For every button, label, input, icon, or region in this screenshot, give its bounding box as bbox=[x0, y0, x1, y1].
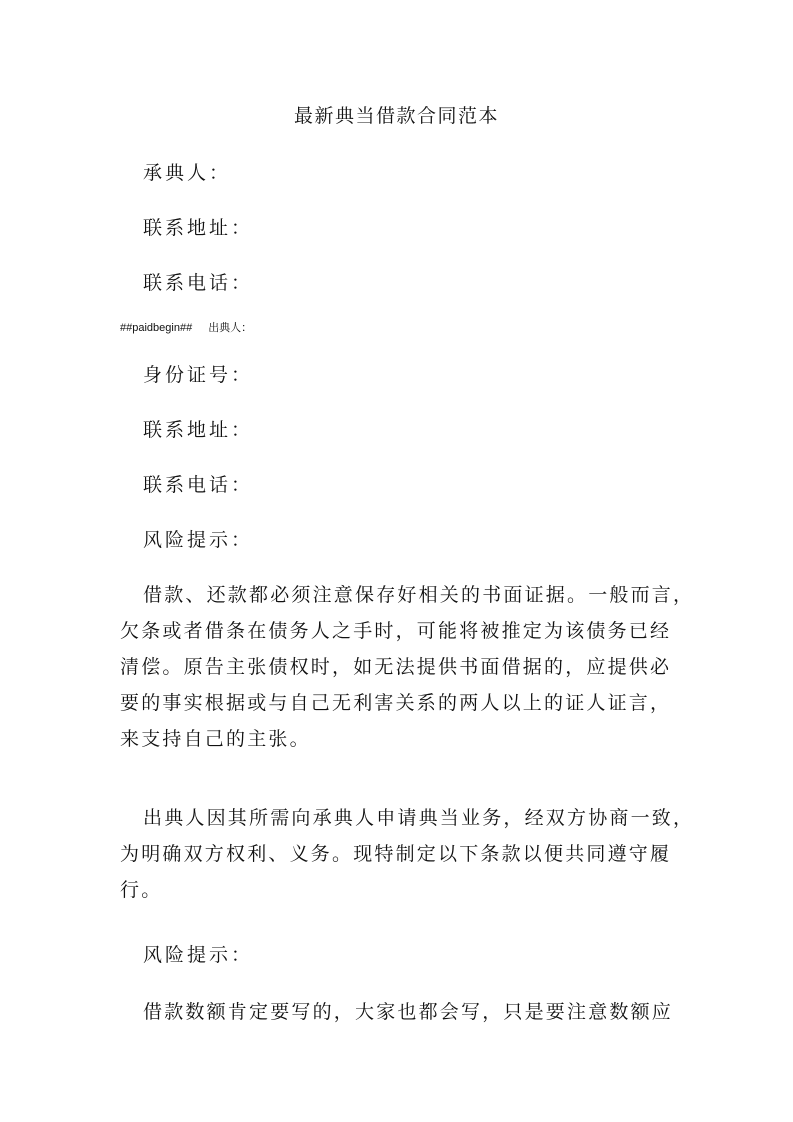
risk-heading-1: 风险提示： bbox=[143, 529, 254, 551]
paragraph-line: 借款数额肯定要写的，大家也都会写，只是要注意数额应 bbox=[143, 1001, 674, 1023]
paragraph-line: 借款、还款都必须注意保存好相关的书面证据。一般而言， bbox=[143, 584, 695, 606]
marker-line bbox=[120, 320, 252, 336]
paid-begin-marker: ##paidbegin## bbox=[120, 322, 193, 334]
pledger-label: 出典人： bbox=[208, 322, 253, 334]
pledger-address-label: 联系地址： bbox=[143, 419, 254, 441]
paragraph-agreement bbox=[120, 800, 695, 908]
paragraph-line: 为明确双方权利、义务。现特制定以下条款以便共同遵守履 bbox=[120, 843, 672, 865]
paragraph-line: 来支持自己的主张。 bbox=[120, 728, 311, 750]
pledger-id-label: 身份证号： bbox=[143, 364, 254, 386]
paragraph-line: 要的事实根据或与自己无利害关系的两人以上的证人证言， bbox=[120, 692, 672, 714]
paragraph-line: 行。 bbox=[120, 879, 163, 901]
paragraph-amount bbox=[120, 994, 680, 1030]
pledgee-label: 承典人： bbox=[143, 162, 232, 184]
paragraph-evidence bbox=[120, 577, 695, 757]
document-title: 最新典当借款合同范本 bbox=[293, 105, 499, 127]
pledgee-phone-label: 联系电话： bbox=[143, 272, 254, 294]
paragraph-line: 出典人因其所需向承典人申请典当业务，经双方协商一致， bbox=[143, 807, 695, 829]
pledgee-address-label: 联系地址： bbox=[143, 217, 254, 239]
risk-heading-2: 风险提示： bbox=[143, 944, 254, 966]
pledger-phone-label: 联系电话： bbox=[143, 474, 254, 496]
paragraph-line: 清偿。原告主张债权时，如无法提供书面借据的，应提供必 bbox=[120, 656, 672, 678]
paragraph-line: 欠条或者借条在债务人之手时，可能将被推定为该债务已经 bbox=[120, 620, 672, 642]
